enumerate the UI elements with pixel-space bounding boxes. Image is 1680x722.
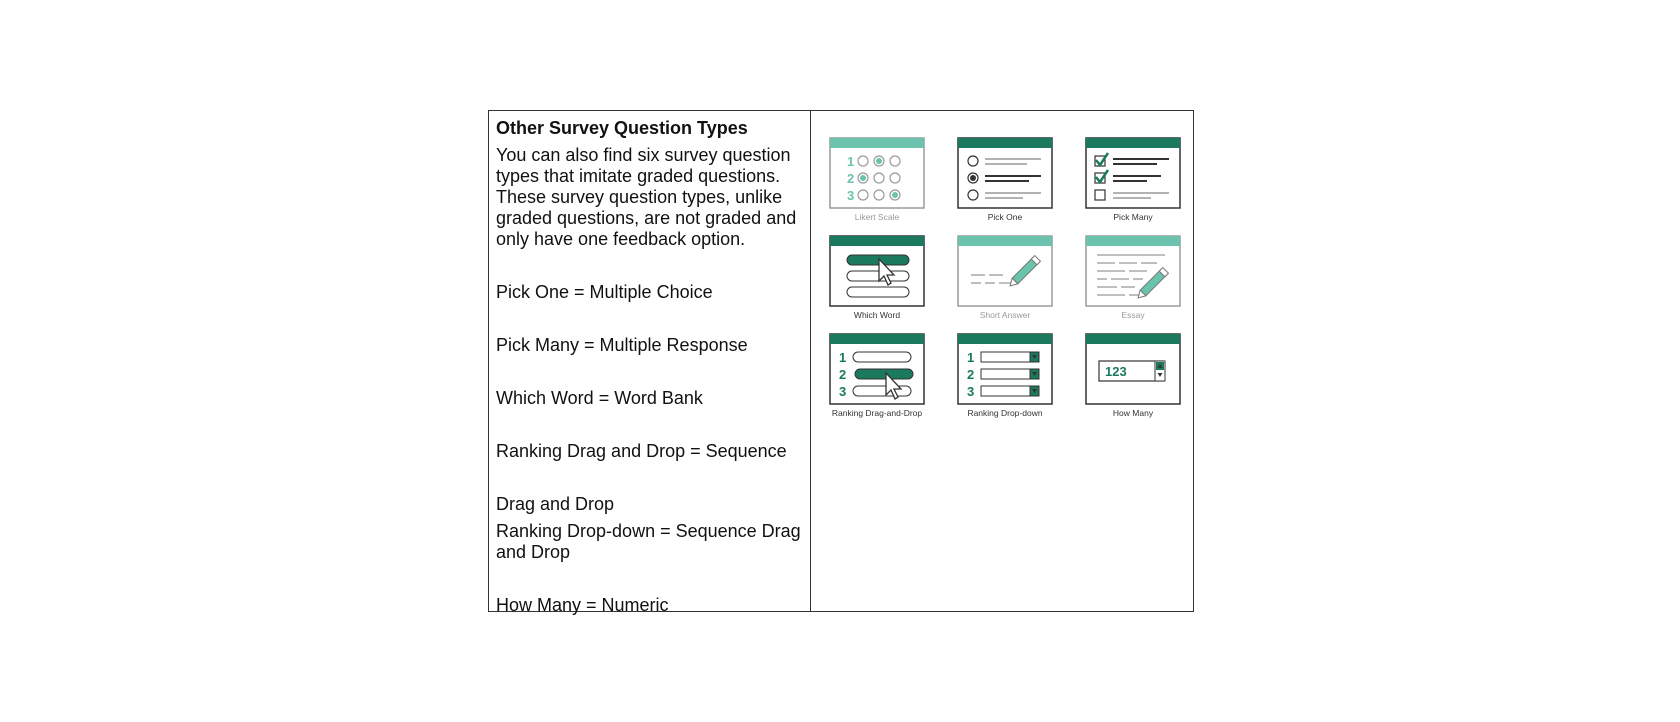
how-many-icon bbox=[1085, 333, 1181, 405]
likert-scale-icon bbox=[829, 137, 925, 209]
which-word-tile bbox=[829, 235, 925, 320]
ranking-drag-drop-tile bbox=[829, 333, 925, 418]
mapping-how-many: How Many = Numeric bbox=[496, 595, 669, 615]
tile-label: Pick Many bbox=[1113, 212, 1153, 222]
pick-many-tile bbox=[1085, 137, 1181, 222]
tile-label: Ranking Drag-and-Drop bbox=[831, 408, 923, 418]
tile-label: Short Answer bbox=[979, 310, 1031, 320]
ranking-drop-down-tile bbox=[957, 333, 1053, 418]
mapping-ranking-drop-down: Ranking Drop-down = Sequence Drag and Drop bbox=[496, 521, 801, 562]
mapping-pick-many: Pick Many = Multiple Response bbox=[496, 335, 748, 355]
likert-scale-tile bbox=[829, 137, 925, 222]
pick-one-icon bbox=[957, 137, 1053, 209]
rank-number: 2 bbox=[967, 367, 975, 382]
section-heading: Other Survey Question Types bbox=[496, 118, 748, 138]
how-many-tile bbox=[1085, 333, 1181, 418]
tile-label: Likert Scale bbox=[854, 212, 900, 222]
pick-one-tile bbox=[957, 137, 1053, 222]
tile-label: Ranking Drop-down bbox=[967, 408, 1043, 418]
essay-tile bbox=[1085, 235, 1181, 320]
rank-number: 1 bbox=[839, 350, 847, 365]
tile-label: Essay bbox=[1121, 310, 1145, 320]
svg-text:1: 1 bbox=[847, 154, 855, 169]
tile-label: How Many bbox=[1112, 408, 1154, 418]
tile-label: Which Word bbox=[853, 310, 901, 320]
mapping-pick-one: Pick One = Multiple Choice bbox=[496, 282, 713, 302]
rank-number: 3 bbox=[839, 384, 847, 399]
mapping-which-word: Which Word = Word Bank bbox=[496, 388, 703, 408]
mapping-ranking-drag-drop: Ranking Drag and Drop = Sequence bbox=[496, 441, 787, 461]
text-column bbox=[489, 111, 811, 615]
short-answer-icon bbox=[957, 235, 1053, 307]
which-word-icon bbox=[829, 235, 925, 307]
mapping-drag-and-drop: Drag and Drop bbox=[496, 494, 615, 514]
rank-number: 2 bbox=[839, 367, 847, 382]
ranking-drop-down-icon bbox=[957, 333, 1053, 405]
how-many-value: 123 bbox=[1105, 364, 1127, 379]
ranking-drag-drop-icon bbox=[829, 333, 925, 405]
survey-types-table bbox=[488, 110, 1194, 615]
short-answer-tile bbox=[957, 235, 1053, 320]
rank-number: 1 bbox=[967, 350, 975, 365]
svg-text:3: 3 bbox=[847, 188, 855, 203]
essay-icon bbox=[1085, 235, 1181, 307]
pick-many-icon bbox=[1085, 137, 1181, 209]
svg-text:2: 2 bbox=[847, 171, 855, 186]
icon-column bbox=[811, 111, 1193, 611]
tile-label: Pick One bbox=[987, 212, 1023, 222]
intro-paragraph: You can also find six survey question types that imitate graded questions. These survey question types, unlike graded questions, are not graded and only have one feedback option. bbox=[496, 145, 797, 249]
rank-number: 3 bbox=[967, 384, 975, 399]
